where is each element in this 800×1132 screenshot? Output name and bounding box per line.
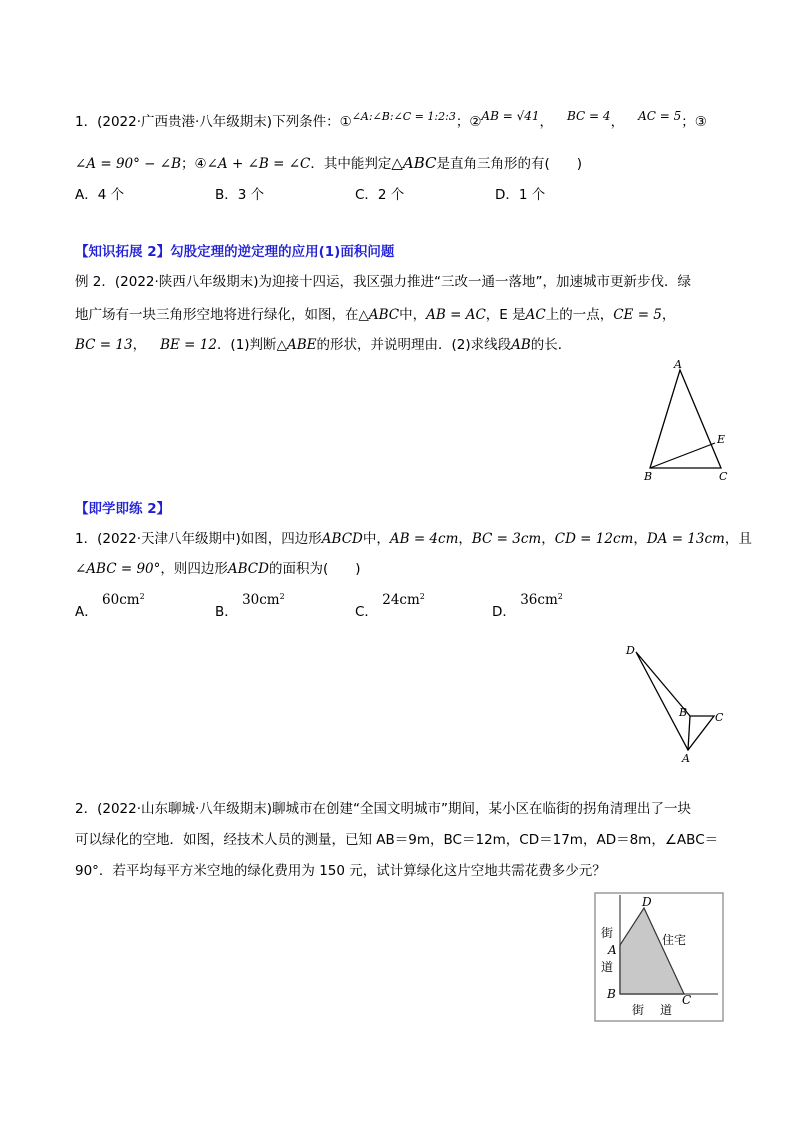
q1-line1 [75, 110, 707, 130]
prac2-q1-text: 中， [362, 531, 390, 547]
ex2-text: ．(1)判断 [216, 337, 277, 353]
option-sup: 2 [419, 591, 425, 601]
q1-tail: ．其中能判定 [310, 156, 392, 172]
prac2-q1-line1: 1．(2022·天津八年级期中)如图，四边形ABCD中，AB = 4cm，BC = 3cm，CD = 12cm，DA = 13cm，且 [75, 531, 752, 547]
ex2-label-c: C [719, 470, 728, 483]
q1-cond2-ac: AC = 5 [638, 109, 682, 123]
ex2-text: 中， [399, 307, 427, 323]
q1-sep: ； [455, 114, 470, 130]
prac2-q1-angle: ∠ABC = 90° [75, 561, 161, 577]
option-letter: B． [215, 604, 238, 620]
prac2-q2-line2: 可以绿化的空地．如图，经技术人员的测量，已知 AB＝9m，BC＝12m，CD＝17m，AD＝8m，∠ABC＝ [75, 832, 719, 848]
option-letter: C． [355, 604, 378, 620]
prac2-q1-cd: CD = 12cm [554, 531, 634, 547]
prac2-q2-label-jie1: 街 [601, 926, 614, 940]
ex2-text: ， [661, 307, 676, 323]
option-value: 30cm [242, 592, 280, 608]
q1-triangle: △ABC [391, 154, 437, 172]
q1-comma: ， [610, 114, 625, 130]
q1-comma: ， [539, 114, 554, 130]
prac2-q2-line1: 2．(2022·山东聊城·八年级期末)聊城市在创建“全国文明城市”期间，某小区在临街的拐角清理出了一块 [75, 801, 692, 817]
prac2-q1-ab: AB = 4cm [389, 531, 459, 547]
ex2-triangle-abe: △ABE [276, 337, 317, 353]
prac2-q1-text: 1．(2022·天津八年级期中)如图，四边形 [75, 531, 322, 547]
prac2-q2-figure [592, 890, 727, 1025]
q1-option-c: C．2 个 [355, 187, 405, 203]
q1-cond4-mark: ④ [194, 156, 207, 172]
prac2-q1-bc: BC = 3cm [471, 531, 542, 547]
q1-cond2-ab: AB = √41 [481, 109, 540, 123]
prac2-q1-text: 的面积为( ) [268, 561, 361, 577]
ex2-text: 的长． [530, 337, 572, 353]
ex2-eq-bc: BC = 13 [75, 337, 133, 353]
q1-cond1-expr: ∠A:∠B:∠C = 1:2:3 [351, 110, 456, 123]
prac2-q1-quad-shape [636, 652, 714, 750]
q1-sep: ； [681, 114, 695, 130]
prac2-q2-label-zhuzhai: 住宅 [662, 933, 687, 947]
ex2-triangle-figure [635, 355, 735, 485]
prac2-q1-option-b [215, 591, 285, 620]
q1-stem: 下列条件： [272, 114, 340, 130]
prac2-q1-abcd: ABCD [227, 561, 269, 577]
option-letter: A． [75, 604, 98, 620]
q1-cond4-expr: ∠A + ∠B = ∠C [206, 156, 311, 172]
q1-option-d: D．1 个 [495, 187, 546, 203]
prac2-q2-label-b: B [607, 987, 616, 1001]
option-sup: 2 [557, 591, 563, 601]
ex2-text: ， [132, 337, 147, 353]
q1-sep: ； [181, 156, 195, 172]
prac2-q1-label-c: C [715, 711, 724, 724]
ex2-eq-ab-ac: AB = AC [426, 307, 486, 323]
q1-cond2-bc: BC = 4 [567, 109, 611, 123]
q1-cond3-expr: ∠A = 90° − ∠B [75, 156, 182, 172]
prac2-q2-label-c: C [682, 993, 692, 1007]
prac2-q1-label-d: D [626, 644, 635, 657]
ex2-line1: 例 2．(2022·陕西八年级期末)为迎接十四运，我区强力推进“三改一通一落地”，加速城市更新步伐．绿 [75, 274, 692, 290]
ext2-heading: 【知识拓展 2】勾股定理的逆定理的应用(1)面积问题 [75, 244, 395, 260]
ex2-triangle-shape [650, 370, 721, 468]
q1-cond2-mark: ② [469, 114, 482, 130]
prac2-q2-label-jie2: 街 [632, 1003, 645, 1017]
ex2-label-e: E [717, 433, 726, 446]
q1-option-b: B．3 个 [215, 187, 265, 203]
q1-line2 [75, 152, 582, 172]
prac2-q2-label-dao1: 道 [601, 960, 614, 974]
prac2-q1-label-b: B [679, 706, 688, 719]
prac2-q1-line2 [75, 557, 361, 577]
prac2-q1-abcd: ABCD [321, 531, 363, 547]
option-letter: D． [492, 604, 516, 620]
ex2-text: ，E 是 [485, 307, 526, 323]
ex2-line3 [75, 333, 571, 353]
option-value: 60cm [102, 592, 140, 608]
q1-source: (2022·广西贵港·八年级期末) [97, 114, 273, 130]
prac2-q1-segment-ab [688, 716, 690, 750]
ex2-triangle-abc: △ABC [358, 307, 400, 323]
q1-number: 1． [75, 114, 98, 130]
ex2-eq-be: BE = 12 [160, 337, 217, 353]
ex2-label-b: B [644, 470, 653, 483]
ex2-text: 上的一点， [545, 307, 614, 323]
prac2-q1-option-a [75, 591, 145, 620]
option-value: 24cm [382, 592, 420, 608]
q1-cond1-mark: ① [339, 114, 352, 130]
prac2-q1-option-c [355, 591, 425, 620]
q1-tail2: 是直角三角形的有( ) [436, 156, 583, 172]
q1-option-a: A．4 个 [75, 187, 125, 203]
prac2-q2-line3: 90°．若平均每平方米空地的绿化费用为 150 元，试计算绿化这片空地共需花费多少元？ [75, 863, 606, 879]
prac2-q1-option-d [492, 591, 563, 620]
ex2-eq-ce: CE = 5 [613, 307, 662, 323]
prac2-q1-quadrilateral-figure [618, 638, 728, 768]
prac2-q2-label-dao2: 道 [660, 1003, 673, 1017]
option-sup: 2 [139, 591, 145, 601]
ex2-label-a: A [674, 358, 682, 371]
prac2-q2-label-a: A [608, 943, 617, 957]
option-sup: 2 [279, 591, 285, 601]
option-value: 36cm [520, 592, 558, 608]
ex2-ac: AC [525, 307, 546, 323]
prac2-q1-label-a: A [682, 752, 690, 765]
ex2-segment-be [650, 443, 715, 468]
ex2-text: 的形状，并说明理由．(2)求线段 [316, 337, 512, 353]
prac2-q1-text: ，且 [724, 531, 752, 547]
prac2-q1-text: ，则四边形 [160, 561, 228, 577]
prac2-heading: 【即学即练 2】 [75, 501, 171, 517]
prac2-q1-da: DA = 13cm [646, 531, 725, 547]
ex2-text: 地广场有一块三角形空地将进行绿化，如图，在 [75, 307, 359, 323]
ex2-line2 [75, 303, 675, 323]
ex2-ab: AB [511, 337, 531, 353]
prac2-q2-label-d: D [642, 895, 652, 909]
q1-cond3-mark: ③ [694, 114, 707, 130]
